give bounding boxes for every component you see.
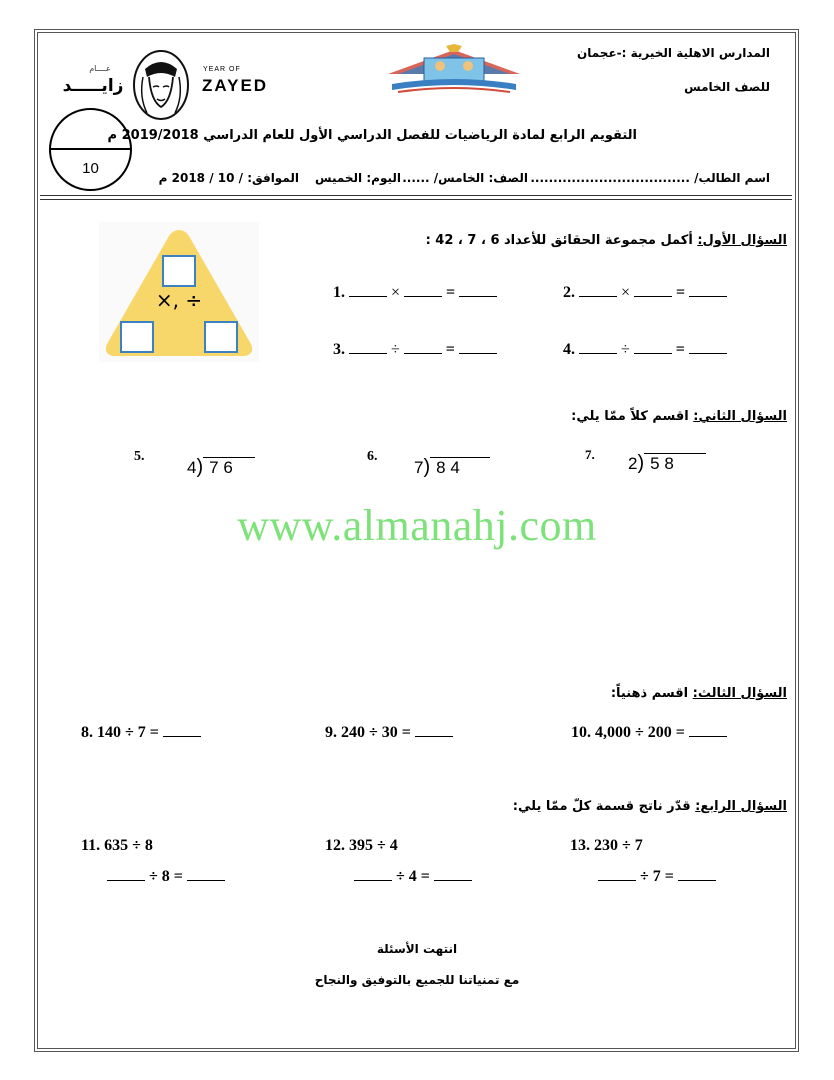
end-of-questions: انتهت الأسئلة	[376, 942, 458, 956]
q1-item-1-op: ×	[391, 284, 401, 301]
q1-item-1-blank-c[interactable]	[459, 283, 497, 297]
q4-item-11-est-divisor: ÷ 8 =	[149, 868, 183, 885]
q4-item-13-estimate	[598, 867, 716, 886]
day-field: اليوم: الخميس	[315, 171, 401, 185]
q4-item-13-blank-b[interactable]	[678, 867, 716, 881]
q4-item-12-est-divisor: ÷ 4 =	[396, 868, 430, 885]
q2-item-5-num: 5.	[134, 449, 145, 464]
q1-item-2-num: 2.	[563, 284, 575, 301]
q4-item-12	[325, 837, 398, 855]
q2-item-6-dividend: 8 4	[430, 457, 490, 478]
triangle-ops-label: ×, ÷	[155, 288, 203, 312]
q4-item-11	[81, 837, 153, 855]
q4-item-11-blank-b[interactable]	[187, 867, 225, 881]
q2-title-label: السؤال الثاني:	[693, 409, 787, 424]
q1-item-3-blank-b[interactable]	[404, 340, 442, 354]
q2-item-5-dividend: 7 6	[203, 457, 255, 478]
q1-item-1-blank-a[interactable]	[349, 283, 387, 297]
q1-item-2-op: ×	[621, 284, 631, 301]
q4-title-label: السؤال الرابع:	[695, 799, 787, 814]
q2-item-6-division	[414, 457, 490, 478]
q2-item-7-dividend: 5 8	[644, 453, 706, 474]
school-logo	[384, 44, 524, 100]
q1-item-3-num: 3.	[333, 341, 345, 358]
q2-item-6-num: 6.	[367, 449, 378, 464]
q1-item-4-blank-c[interactable]	[689, 340, 727, 354]
school-name: المدارس الاهلية الخيرية :-عجمان	[577, 46, 770, 60]
grade-line: للصف الخامس	[684, 80, 770, 94]
q4-item-12-num: 12.	[325, 837, 345, 854]
division-bracket-icon: )	[423, 456, 431, 478]
score-total: 10	[82, 160, 99, 177]
q1-item-4-blank-a[interactable]	[579, 340, 617, 354]
q3-item-8-expr: 140 ÷ 7 =	[97, 724, 159, 741]
q3-item-10-blank[interactable]	[689, 723, 727, 737]
q3-item-9	[325, 723, 453, 742]
q1-item-1	[333, 283, 497, 302]
closing-wish: مع تمنياتنا للجميع بالتوفيق والنجاح	[314, 973, 520, 987]
q4-item-11-expr: 635 ÷ 8	[104, 837, 153, 854]
q1-item-1-eq: =	[446, 284, 456, 301]
q1-item-4-blank-b[interactable]	[634, 340, 672, 354]
q4-item-13-est-divisor: ÷ 7 =	[640, 868, 674, 885]
q3-item-8-num: 8.	[81, 724, 93, 741]
q3-title-text: اقسم ذهنياً:	[610, 686, 693, 701]
q1-title-label: السؤال الأول:	[697, 233, 787, 248]
q4-item-11-blank-a[interactable]	[107, 867, 145, 881]
q4-item-13-blank-a[interactable]	[598, 867, 636, 881]
q3-title	[611, 686, 787, 701]
division-bracket-icon: )	[196, 456, 204, 478]
division-bracket-icon: )	[637, 452, 645, 474]
q1-item-4-num: 4.	[563, 341, 575, 358]
q4-item-13-expr: 230 ÷ 7	[594, 837, 643, 854]
q1-item-4-op: ÷	[621, 341, 630, 358]
class-field: الصف: الخامس/ ......	[402, 171, 528, 185]
q3-item-10-expr: 4,000 ÷ 200 =	[595, 724, 685, 741]
q3-item-10	[571, 723, 727, 742]
q4-item-11-num: 11.	[81, 837, 101, 854]
q4-item-12-expr: 395 ÷ 4	[349, 837, 398, 854]
zayed-portrait-icon	[131, 47, 191, 123]
q1-item-2-blank-c[interactable]	[689, 283, 727, 297]
q1-item-4	[563, 340, 727, 359]
q3-item-9-blank[interactable]	[415, 723, 453, 737]
q2-title-text: اقسم كلاً ممّا يلي:	[571, 409, 694, 424]
q4-item-13-num: 13.	[570, 837, 590, 854]
q2-item-7-division	[628, 453, 706, 474]
q3-item-9-expr: 240 ÷ 30 =	[341, 724, 411, 741]
q4-item-12-blank-a[interactable]	[354, 867, 392, 881]
q4-item-12-estimate	[354, 867, 472, 886]
q1-item-2-blank-a[interactable]	[579, 283, 617, 297]
q2-item-5-divisor: 4	[187, 458, 197, 477]
q1-item-2-blank-b[interactable]	[634, 283, 672, 297]
q1-item-3-op: ÷	[391, 341, 400, 358]
q3-item-8	[81, 723, 201, 742]
q1-item-3-eq: =	[445, 341, 455, 358]
watermark: www.almanahj.com	[237, 501, 597, 550]
q1-item-4-eq: =	[675, 341, 685, 358]
date-field: الموافق: / 10 / 2018 م	[158, 171, 299, 185]
q1-item-1-blank-b[interactable]	[404, 283, 442, 297]
q2-title	[571, 409, 787, 424]
q4-item-11-estimate	[107, 867, 225, 886]
q4-item-13	[570, 837, 643, 855]
q4-title-text: قدّر ناتج قسمة كلّ ممّا يلي:	[512, 799, 696, 814]
header-divider	[40, 195, 792, 200]
year-of-label: YEAR OF	[203, 66, 241, 73]
q2-item-7-divisor: 2	[628, 454, 638, 473]
q3-item-8-blank[interactable]	[163, 723, 201, 737]
q1-item-2-eq: =	[676, 284, 686, 301]
zayed-label: ZAYED	[202, 76, 269, 95]
q1-item-3-blank-a[interactable]	[349, 340, 387, 354]
score-divider	[50, 148, 131, 150]
q1-item-3-blank-c[interactable]	[459, 340, 497, 354]
q4-item-12-blank-b[interactable]	[434, 867, 472, 881]
zayed-arabic-small: عــــام	[89, 64, 111, 73]
q2-item-7-num: 7.	[585, 447, 595, 462]
q4-title	[513, 799, 787, 814]
q1-item-2	[563, 283, 727, 302]
exam-title: التقويم الرابع لمادة الرياضيات للفصل الدراسي الأول للعام الدراسي 2019/2018 م	[107, 128, 637, 143]
q1-title	[426, 233, 787, 248]
q3-title-label: السؤال الثالث:	[692, 686, 787, 701]
zayed-arabic-big: زايـــــد	[62, 76, 124, 96]
q3-item-9-num: 9.	[325, 724, 337, 741]
student-name-field: اسم الطالب/ ...................................	[530, 171, 770, 185]
q1-item-3	[333, 340, 497, 359]
q3-item-10-num: 10.	[571, 724, 591, 741]
q2-item-6-divisor: 7	[414, 458, 424, 477]
q1-item-1-num: 1.	[333, 284, 345, 301]
q2-item-5-division	[187, 457, 255, 478]
q1-title-text: أكمل مجموعة الحقائق للأعداد 6 ، 7 ، 42 :	[425, 233, 698, 248]
